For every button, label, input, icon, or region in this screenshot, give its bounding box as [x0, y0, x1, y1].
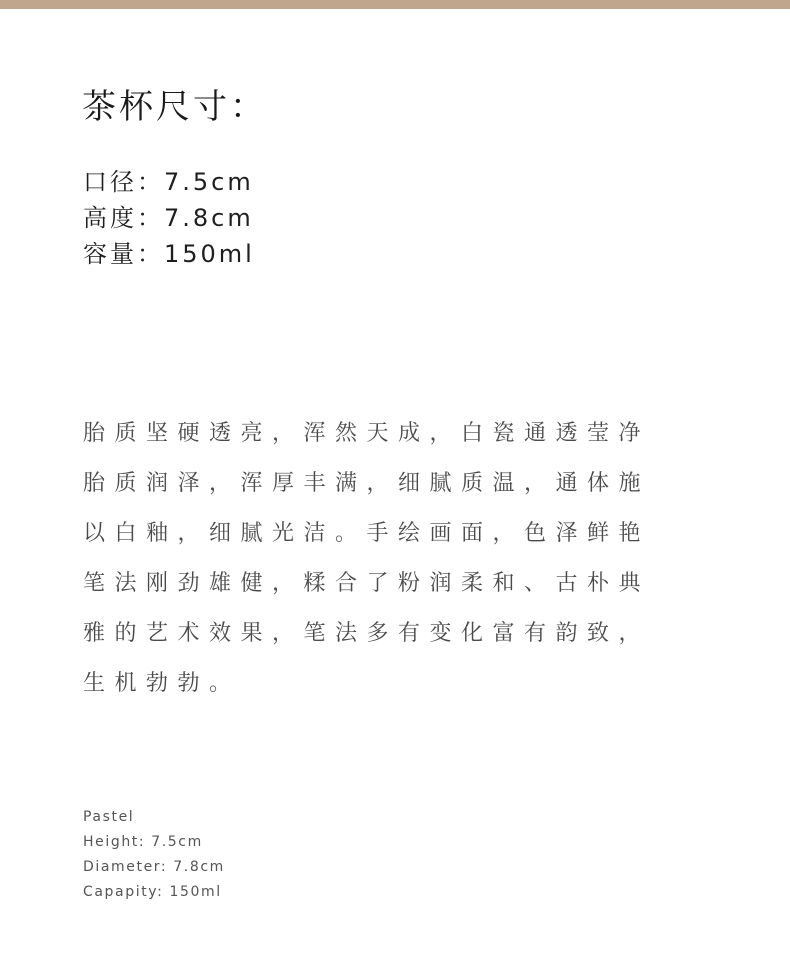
english-capacity: Capapity: 150ml — [83, 884, 222, 900]
spec-list — [83, 164, 255, 272]
spec-diameter: 口径：7.5cm — [83, 168, 254, 196]
english-height: Height: 7.5cm — [83, 834, 203, 850]
description-line: 胎质坚硬透亮，浑然天成，白瓷通透莹净 — [83, 421, 651, 446]
description-paragraph — [83, 409, 650, 709]
english-product-name: Pastel — [83, 809, 135, 825]
top-accent-bar — [0, 0, 790, 9]
page-title: 茶杯尺寸： — [82, 87, 267, 127]
description-line: 雅的艺术效果，笔法多有变化富有韵致， — [83, 621, 651, 646]
english-spec-list — [83, 805, 225, 905]
english-diameter: Diameter: 7.8cm — [83, 859, 225, 875]
description-line: 以白釉，细腻光洁。手绘画面，色泽鲜艳 — [83, 521, 651, 546]
description-line: 胎质润泽，浑厚丰满，细腻质温，通体施 — [83, 471, 651, 496]
description-line: 生机勃勃。 — [83, 671, 241, 696]
spec-capacity: 容量：150ml — [83, 240, 255, 268]
spec-height: 高度：7.8cm — [83, 204, 254, 232]
description-line: 笔法刚劲雄健，糅合了粉润柔和、古朴典 — [83, 571, 651, 596]
